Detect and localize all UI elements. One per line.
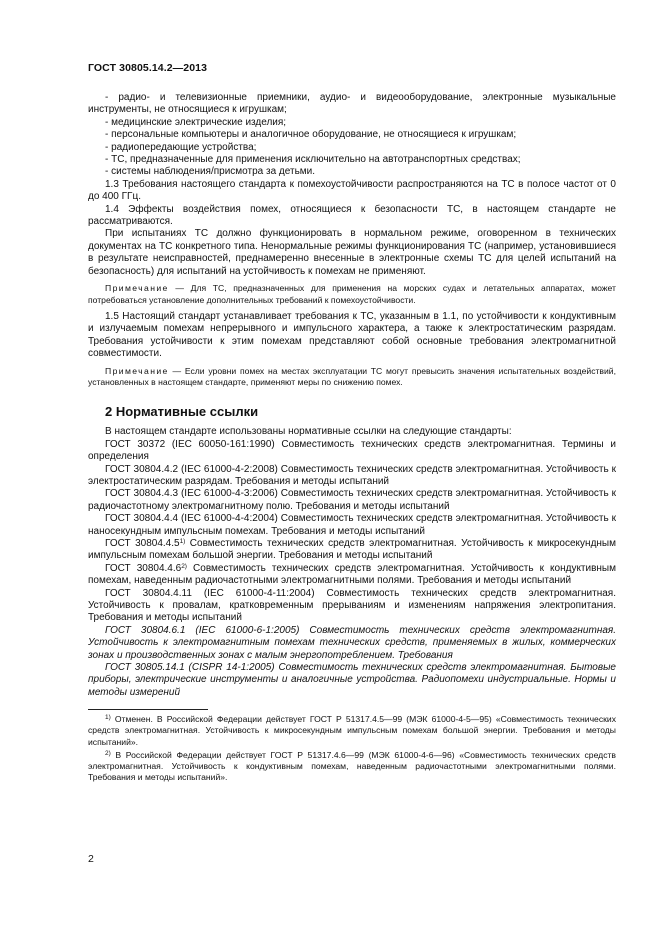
section-2-intro: В настоящем стандарте использованы нормативные ссылки на следующие стандарты:: [105, 426, 512, 438]
footnote-marker: 1): [105, 714, 111, 722]
note-1: [88, 283, 616, 306]
section-2-heading: 2 Нормативные ссылки: [105, 404, 259, 420]
paragraph-1-4-testing: При испытаниях ТС должно функционировать в нормальном режиме, оговоренном в технических документах на ТС конкретного типа. Ненормальные режимы функционирования ТС (например, установившиеся в результате неисправностей, преднамеренно внесенные в электронные схемы ТС для целей испытаний на безопасность) для испытаний на устойчивость к помехам не применяют.: [88, 228, 616, 277]
list-item: - системы наблюдения/присмотра за детьми.: [105, 166, 316, 178]
paragraph-1-5: 1.5 Настоящий стандарт устанавливает требования к ТС, указанным в 1.1, по устойчивости к кондуктивным и излучаемым помехам непрерывного и импульсного характера, а также к электростатическим разрядам. Требования устойчивости к этим помехам представляют собой основные требования электромагнитной совместимости.: [88, 310, 616, 360]
footnote: [88, 714, 616, 748]
footnote-text: Отменен. В Российской Федерации действует ГОСТ Р 51317.4.5—99 (МЭК 61000-4-5—95) «Совместимость технических средств электромагнитная. Устойчивость к микросекундным импульсным помехам большой энергии. Требования и методы испытаний».: [88, 714, 616, 747]
paragraph-1-3: 1.3 Требования настоящего стандарта к помехоустойчивости распространяются на ТС в полосе частот от 0 до 400 ГГц.: [88, 178, 616, 203]
reference-item: [88, 563, 616, 588]
footnote-marker: 2): [105, 749, 111, 757]
reference-code: ГОСТ 30804.4.5: [105, 538, 180, 549]
document-body: [88, 92, 616, 786]
note-2: [88, 366, 616, 389]
note-label: Примечание: [105, 283, 169, 294]
list-item: - радиопередающие устройства;: [105, 141, 257, 153]
list-item: - медицинские электрические изделия;: [105, 116, 287, 128]
reference-item: ГОСТ 30804.4.11 (IEC 61000-4-11:2004) Совместимость технических средств электромагнитная. Устойчивость к провалам, кратковременным прерываниям и изменениям напряжения электропитания. Требования и методы испытаний: [88, 587, 616, 624]
reference-item: ГОСТ 30804.4.2 (IEC 61000-4-2:2008) Совместимость технических средств электромагнитная. Устойчивость к электростатическим разрядам. Требования и методы испытаний: [88, 463, 616, 487]
reference-code: ГОСТ 30804.4.6: [105, 562, 182, 574]
page-number: 2: [88, 853, 94, 865]
footnote-marker: 2): [181, 562, 187, 570]
note-label: Примечание: [105, 365, 169, 376]
reference-item: ГОСТ 30804.4.4 (IEC 61000-4-4:2004) Совместимость технических средств электромагнитная. Устойчивость к наносекундным импульсным помехам. Требования и методы испытаний: [88, 513, 616, 537]
reference-item-italic: ГОСТ 30804.6.1 (IEC 61000-6-1:2005) Совместимость технических средств электромагнитная. Устойчивость к электромагнитным помехам технических средств, применяемых в жилых, коммерческих зонах и производственных зонах с малым энергопотреблением. Требования: [88, 624, 616, 661]
reference-item: ГОСТ 30372 (IEC 60050-161:1990) Совместимость технических средств электромагнитная. Термины и определения: [88, 438, 616, 463]
footnote-text: В Российской Федерации действует ГОСТ Р 51317.4.6—99 (МЭК 61000-4-6—96) «Совместимость технических средств электромагнитная. Устойчивость к кондуктивным помехам, наведенным радиочастотными электромагнитными полями. Требования и методы испытаний».: [88, 749, 616, 783]
footnote-marker: 1): [179, 538, 186, 545]
reference-item-italic: ГОСТ 30805.14.1 (CISPR 14-1:2005) Совместимость технических средств электромагнитная. Бытовые приборы, электрические инструменты и аналогичные устройства. Радиопомехи индустриальные. Нормы и методы измерений: [88, 662, 616, 698]
standard-header: ГОСТ 30805.14.2—2013: [88, 62, 208, 74]
list-item: - персональные компьютеры и аналогичное оборудование, не относящиеся к игрушкам;: [105, 129, 517, 141]
list-item: - ТС, предназначенные для применения исключительно на автотранспортных средствах;: [105, 154, 521, 166]
note-text: — Для ТС, предназначенных для применения на морских судах и летательных аппаратах, может потребоваться установление дополнительных требований к помехоустойчивости.: [88, 283, 616, 305]
reference-item: ГОСТ 30804.4.3 (IEC 61000-4-3:2006) Совместимость технических средств электромагнитная. Устойчивость к радиочастотному электромагнитному полю. Требования и методы испытаний: [88, 488, 616, 512]
note-text: — Если уровни помех на местах эксплуатации ТС могут превысить значения испытательных воздействий, установленных в настоящем стандарте, применяют меры по снижению помех.: [88, 365, 616, 387]
footnote: [88, 750, 616, 784]
footnote-divider: [88, 709, 208, 710]
reference-text: Совместимость технических средств электромагнитная. Устойчивость к микросекундным импульсным помехам большой энергии. Требования и методы испытаний: [88, 538, 616, 562]
paragraph-1-4: 1.4 Эффекты воздействия помех, относящиеся к безопасности ТС, в настоящем стандарте не рассматриваются.: [88, 203, 616, 228]
list-item: - радио- и телевизионные приемники, аудио- и видеооборудование, электронные музыкальные инструменты, не относящиеся к игрушкам;: [88, 92, 616, 116]
reference-item: [88, 538, 616, 563]
reference-text: Совместимость технических средств электромагнитная. Устойчивость к кондуктивным помехам, наведенным радиочастотными электромагнитными полями. Требования и методы испытаний: [88, 562, 616, 587]
